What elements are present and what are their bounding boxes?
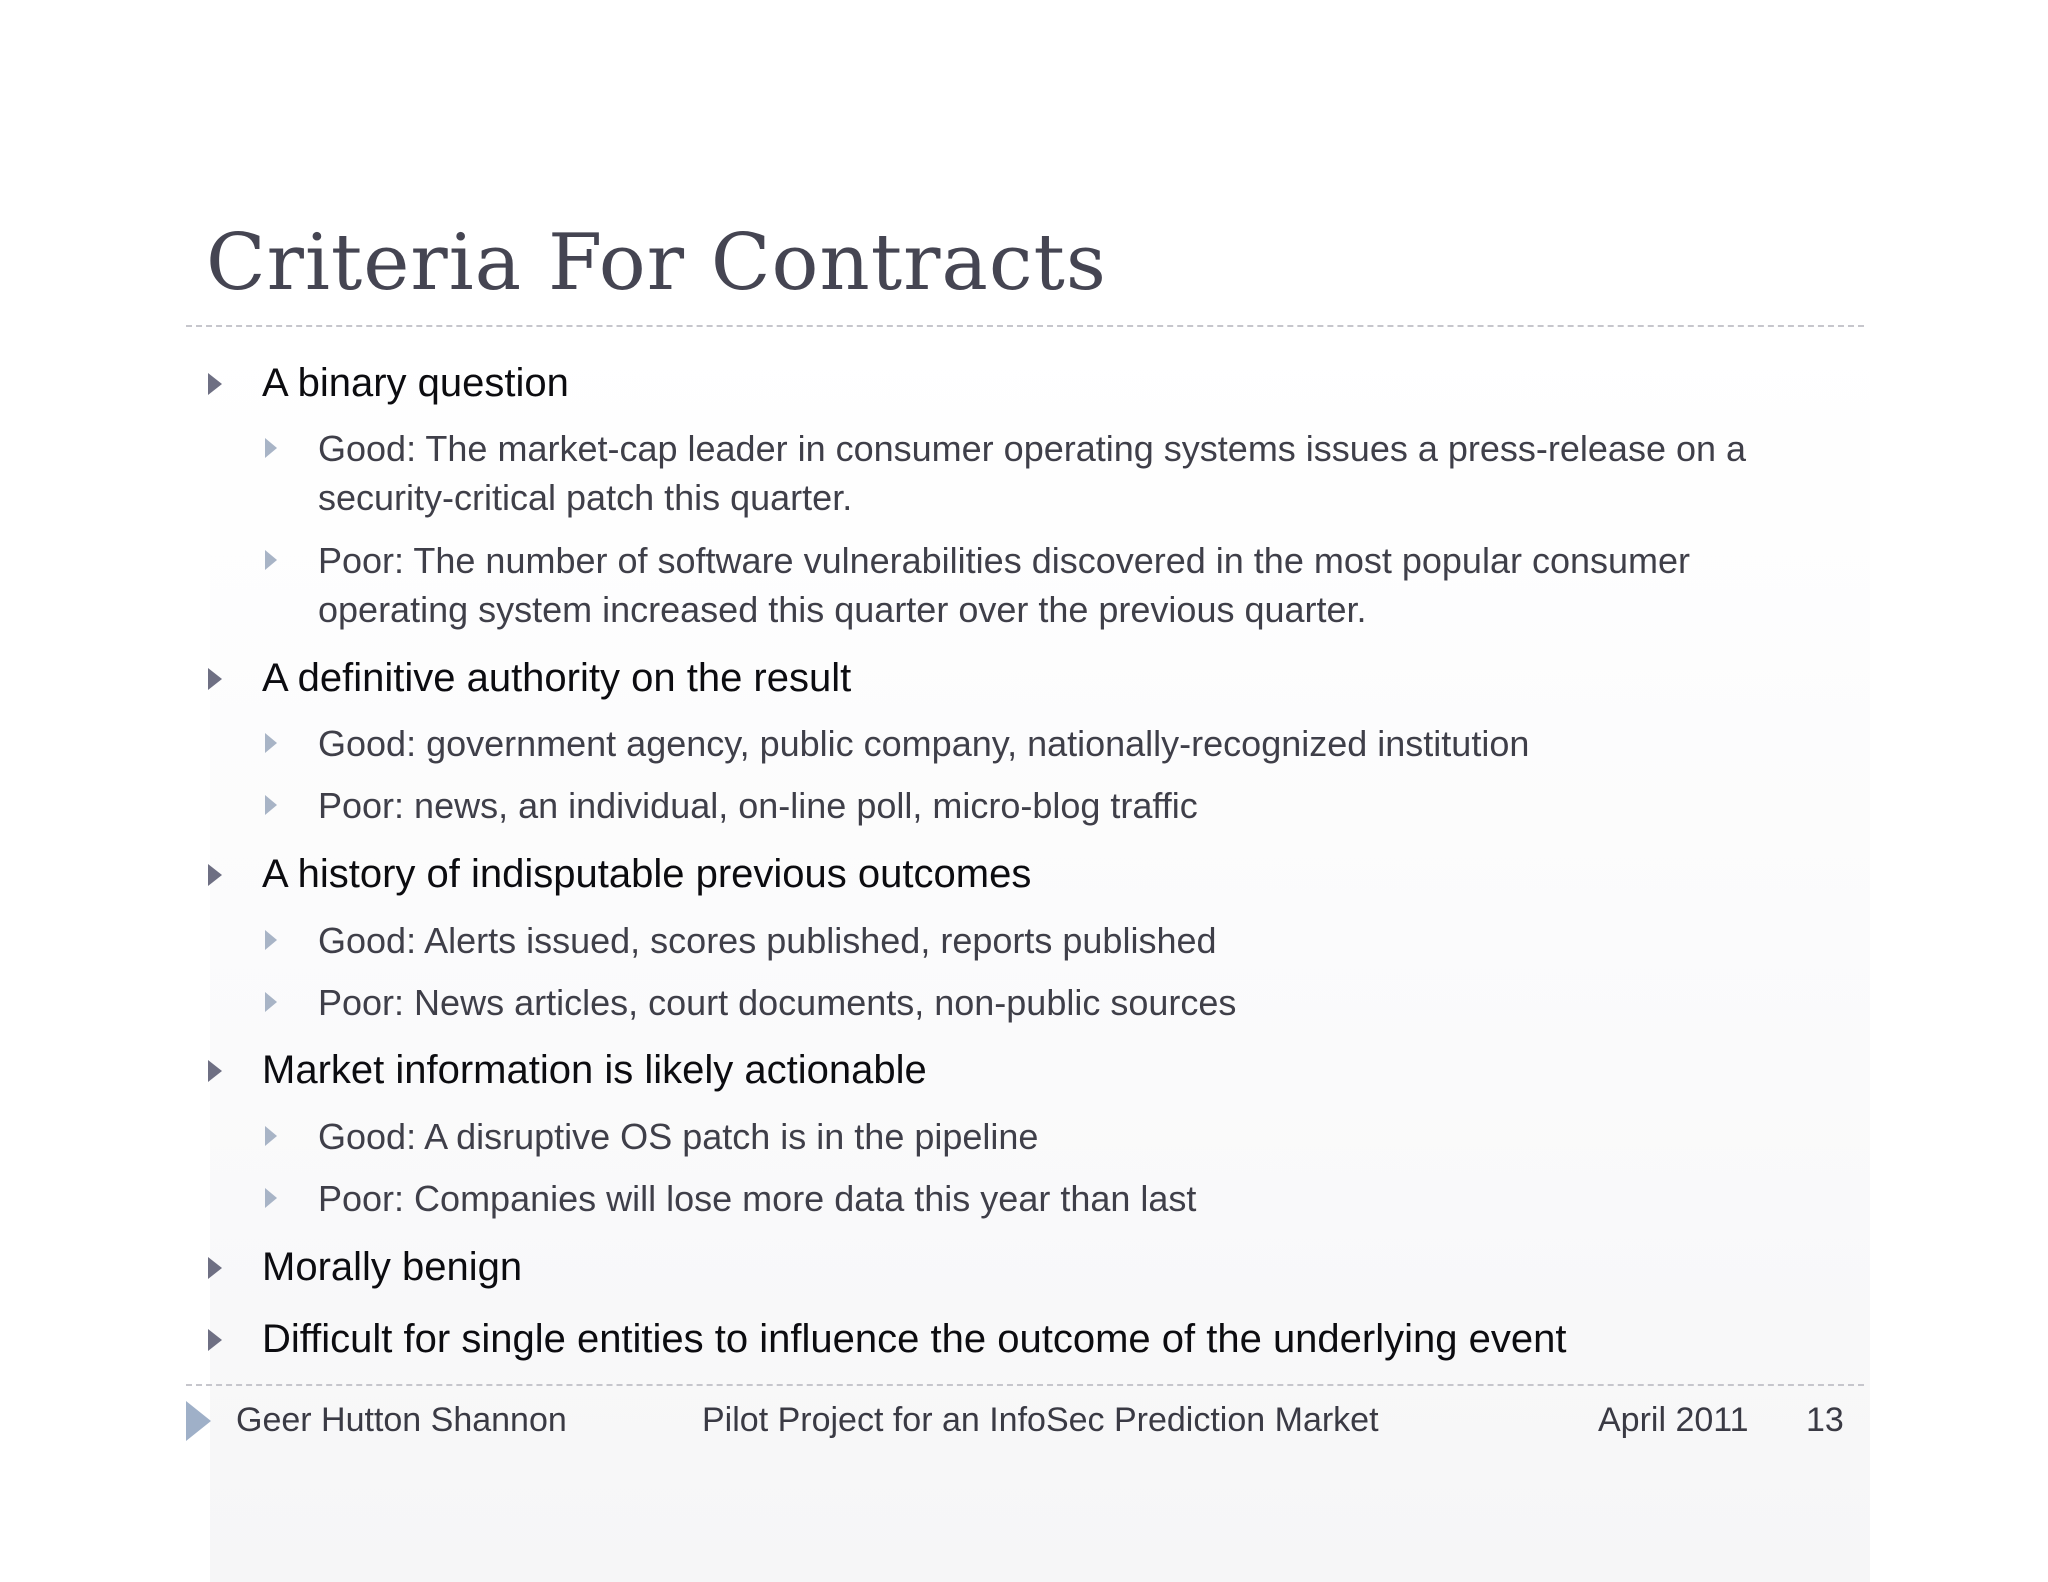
sub-bullet-text: Good: Alerts issued, scores published, reports published	[318, 920, 1217, 961]
sub-bullet-text: Poor: news, an individual, on-line poll, micro-blog traffic	[318, 785, 1198, 826]
bullet-text: A history of indisputable previous outcomes	[262, 852, 1032, 896]
sub-bullet-text: Good: government agency, public company, nationally-recognized institution	[318, 723, 1530, 764]
bullet-arrow-icon	[208, 1257, 222, 1279]
sub-bullet-arrow-icon	[265, 438, 277, 458]
sub-bullet-arrow-icon	[265, 930, 277, 950]
footer-divider	[186, 1384, 1864, 1386]
bullet-text: A binary question	[262, 361, 569, 405]
sub-bullet-arrow-icon	[265, 795, 277, 815]
bullet-arrow-icon	[208, 1060, 222, 1082]
sub-bullet-text: Poor: News articles, court documents, non-public sources	[318, 982, 1237, 1023]
sub-bullet-arrow-icon	[265, 550, 277, 570]
slide-title: Criteria For Contracts	[206, 218, 1107, 308]
title-divider	[186, 325, 1864, 327]
sub-bullet-text: Poor: The number of software vulnerabilities discovered in the most popular consumer operating system increased this quarter over the previous quarter.	[318, 540, 1691, 630]
sub-bullet-text: Poor: Companies will lose more data this year than last	[318, 1178, 1197, 1219]
bullet-text: Market information is likely actionable	[262, 1048, 927, 1092]
bullet-text: A definitive authority on the result	[262, 656, 852, 700]
bullet-arrow-icon	[208, 668, 222, 690]
bullet-arrow-icon	[208, 864, 222, 886]
sub-bullet-text: Good: A disruptive OS patch is in the pipeline	[318, 1116, 1039, 1157]
footer-date: April 2011	[1598, 1401, 1749, 1439]
sub-bullet-arrow-icon	[265, 733, 277, 753]
bullet-arrow-icon	[208, 373, 222, 395]
bullet-arrow-icon	[208, 1329, 222, 1351]
footer-page-number: 13	[1806, 1401, 1844, 1439]
footer-arrow-icon	[186, 1401, 211, 1441]
bullet-text: Difficult for single entities to influence the outcome of the underlying event	[262, 1317, 1567, 1361]
footer-authors: Geer Hutton Shannon	[236, 1401, 567, 1439]
bullet-text: Morally benign	[262, 1245, 523, 1289]
sub-bullet-text: Good: The market-cap leader in consumer operating systems issues a press-release on a security-critical patch this quarter.	[318, 428, 1747, 518]
sub-bullet-arrow-icon	[265, 992, 277, 1012]
sub-bullet-arrow-icon	[265, 1188, 277, 1208]
footer-project-title: Pilot Project for an InfoSec Prediction Market	[702, 1401, 1379, 1439]
sub-bullet-arrow-icon	[265, 1126, 277, 1146]
